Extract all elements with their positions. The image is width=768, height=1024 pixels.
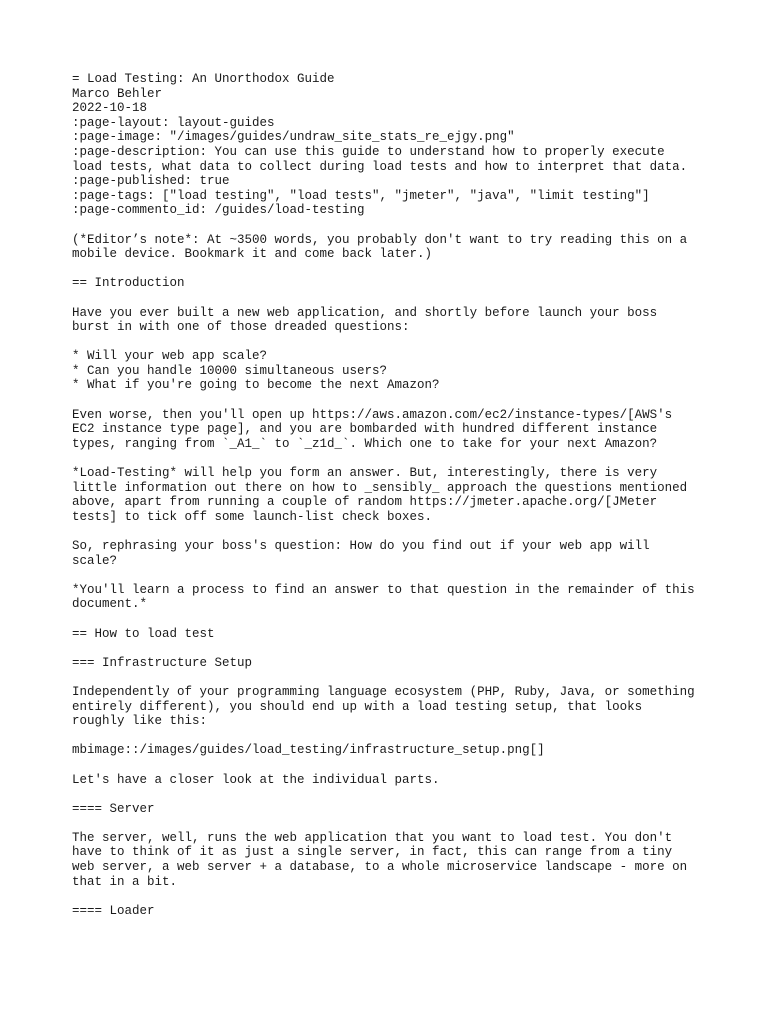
paragraph: *You'll learn a process to find an answer to that question in the remainder of this xyxy=(72,582,695,597)
list-item: * Will your web app scale? xyxy=(72,349,268,364)
attr-page-image: :page-image: "/images/guides/undraw_site_stats_re_ejgy.png" xyxy=(72,130,515,145)
paragraph: Even worse, then you'll open up https://aws.amazon.com/ec2/instance-types/[AWS's xyxy=(72,407,673,422)
paragraph: burst in with one of those dreaded questions: xyxy=(72,320,410,335)
paragraph: roughly like this: xyxy=(72,714,208,729)
paragraph: scale? xyxy=(72,553,118,568)
paragraph: So, rephrasing your boss's question: How do you find out if your web app will xyxy=(72,539,650,553)
doc-author: Marco Behler xyxy=(72,86,163,101)
heading-server: ==== Server xyxy=(72,801,155,816)
paragraph: EC2 instance type page], and you are bombarded with hundred different instance xyxy=(72,422,658,437)
paragraph: *Load-Testing* will help you form an answer. But, interestingly, there is very xyxy=(72,466,658,481)
paragraph: tests] to tick off some launch-list check boxes. xyxy=(72,509,433,524)
paragraph: types, ranging from `_A1_` to `_z1d_`. Which one to take for your next Amazon? xyxy=(72,436,658,451)
heading-introduction: == Introduction xyxy=(72,276,185,291)
attr-page-published: :page-published: true xyxy=(72,174,230,189)
list-item: * Can you handle 10000 simultaneous users? xyxy=(72,363,388,378)
list-item: * What if you're going to become the next Amazon? xyxy=(72,378,440,393)
paragraph: entirely different), you should end up with a load testing setup, that looks xyxy=(72,699,643,714)
heading-loader: ==== Loader xyxy=(72,903,155,918)
heading-how-to-load-test: == How to load test xyxy=(72,626,215,641)
attr-page-description: :page-description: You can use this guide to understand how to properly execute xyxy=(72,144,665,159)
attr-page-tags: :page-tags: ["load testing", "load tests", "jmeter", "java", "limit testing"] xyxy=(72,188,650,203)
doc-title: = Load Testing: An Unorthodox Guide xyxy=(72,72,335,86)
attr-page-description-cont: load tests, what data to collect during load tests and how to interpret that data. xyxy=(72,159,688,174)
attr-page-commento-id: :page-commento_id: /guides/load-testing xyxy=(72,203,365,218)
paragraph: that in a bit. xyxy=(72,874,178,889)
heading-infrastructure-setup: === Infrastructure Setup xyxy=(72,655,253,670)
editor-note: (*Editor’s note*: At ~3500 words, you probably don't want to try reading this on a xyxy=(72,232,688,247)
paragraph: have to think of it as just a single server, in fact, this can range from a tiny xyxy=(72,845,673,860)
attr-page-layout: :page-layout: layout-guides xyxy=(72,115,275,130)
paragraph: The server, well, runs the web application that you want to load test. You don't xyxy=(72,830,673,845)
image-macro: mbimage::/images/guides/load_testing/infrastructure_setup.png[] xyxy=(72,743,545,758)
document-body xyxy=(72,72,732,918)
doc-date: 2022-10-18 xyxy=(72,101,148,116)
paragraph: web server, a web server + a database, to a whole microservice landscape - more on xyxy=(72,860,688,875)
paragraph: document.* xyxy=(72,597,148,612)
paragraph: above, apart from running a couple of random https://jmeter.apache.org/[JMeter xyxy=(72,495,658,510)
paragraph: Let's have a closer look at the individual parts. xyxy=(72,772,440,787)
paragraph: little information out there on how to _sensibly_ approach the questions mentioned xyxy=(72,480,688,495)
editor-note: mobile device. Bookmark it and come back later.) xyxy=(72,247,433,262)
paragraph: Independently of your programming language ecosystem (PHP, Ruby, Java, or something xyxy=(72,684,695,699)
paragraph: Have you ever built a new web application, and shortly before launch your boss xyxy=(72,305,658,320)
